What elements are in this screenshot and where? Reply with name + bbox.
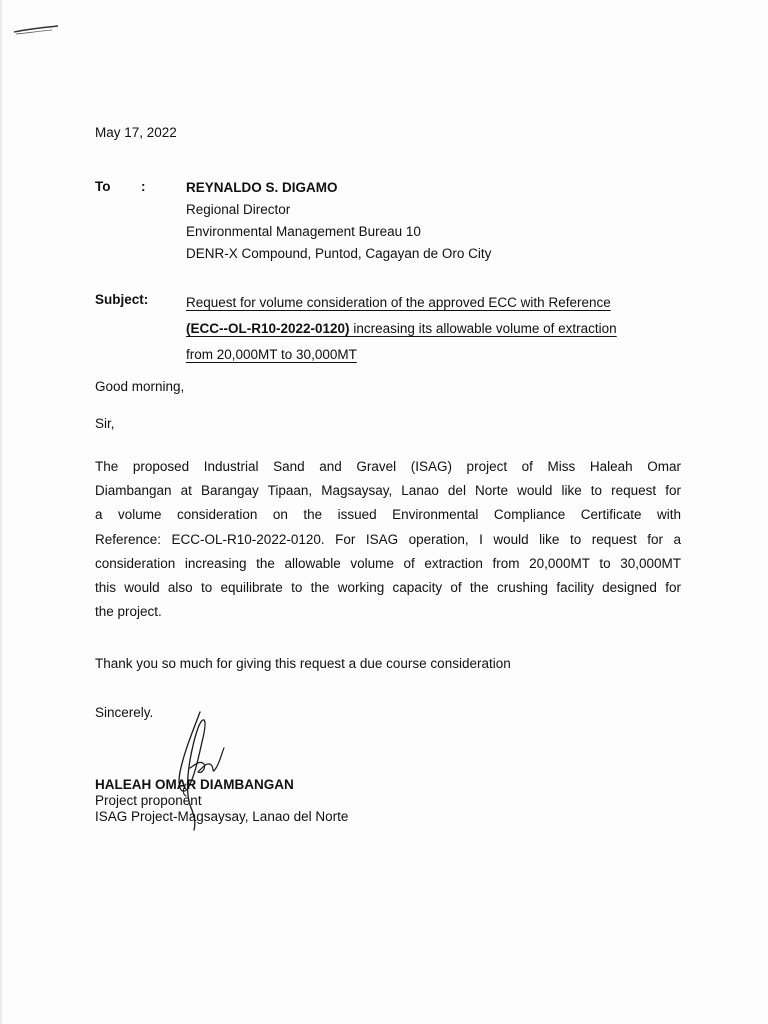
recipient-block xyxy=(186,177,491,265)
body-line: consideration increasing the allowable volume of extraction from 20,000MT to 30,000MT xyxy=(95,555,681,571)
subject-line-3: from 20,000MT to 30,000MT xyxy=(186,347,357,362)
salutation: Sir, xyxy=(95,416,115,431)
body-line: The proposed Industrial Sand and Gravel (ISAG) project of Miss Haleah Omar xyxy=(95,459,681,474)
scan-edge-shadow xyxy=(0,0,3,1024)
subject-line-1: Request for volume consideration of the approved ECC with Reference xyxy=(186,295,611,310)
signatory-role: Project proponent xyxy=(95,793,202,808)
recipient-address: DENR-X Compound, Puntod, Cagayan de Oro City xyxy=(186,246,492,261)
subject-reference: (ECC--OL-R10-2022-0120) xyxy=(186,321,350,336)
recipient-name: REYNALDO S. DIGAMO xyxy=(186,180,338,195)
body-line: this would also to equilibrate to the working capacity of the crushing facility designed for xyxy=(95,579,681,595)
signatory-name: HALEAH OMAR DIAMBANGAN xyxy=(95,777,294,792)
body-line: Diambangan at Barangay Tipaan, Magsaysay, Lanao del Norte would like to request for xyxy=(95,483,681,499)
subject-line-2-rest: increasing its allowable volume of extraction xyxy=(349,321,617,336)
recipient-office: Environmental Management Bureau 10 xyxy=(186,224,421,239)
subject-line-2 xyxy=(186,316,617,342)
letter-date: May 17, 2022 xyxy=(95,125,177,140)
greeting: Good morning, xyxy=(95,379,185,394)
pen-mark-icon xyxy=(12,22,62,36)
closing: Sincerely. xyxy=(95,705,154,720)
thanks-line: Thank you so much for giving this request a due course consideration xyxy=(95,656,511,671)
handwritten-signature-icon xyxy=(150,708,250,838)
subject-label: Subject: xyxy=(95,292,149,307)
body-line: a volume consideration on the issued Environmental Compliance Certificate with xyxy=(95,507,681,523)
body-paragraph xyxy=(95,455,681,624)
body-line: Reference: ECC-OL-R10-2022-0120. For ISAG operation, I would like to request for a xyxy=(95,531,681,547)
recipient-colon: : xyxy=(141,179,146,194)
signatory-project: ISAG Project-Magsaysay, Lanao del Norte xyxy=(95,809,349,824)
recipient-title: Regional Director xyxy=(186,202,291,217)
body-line: the project. xyxy=(95,604,162,620)
subject-block xyxy=(186,290,617,368)
recipient-label: To xyxy=(95,179,111,194)
